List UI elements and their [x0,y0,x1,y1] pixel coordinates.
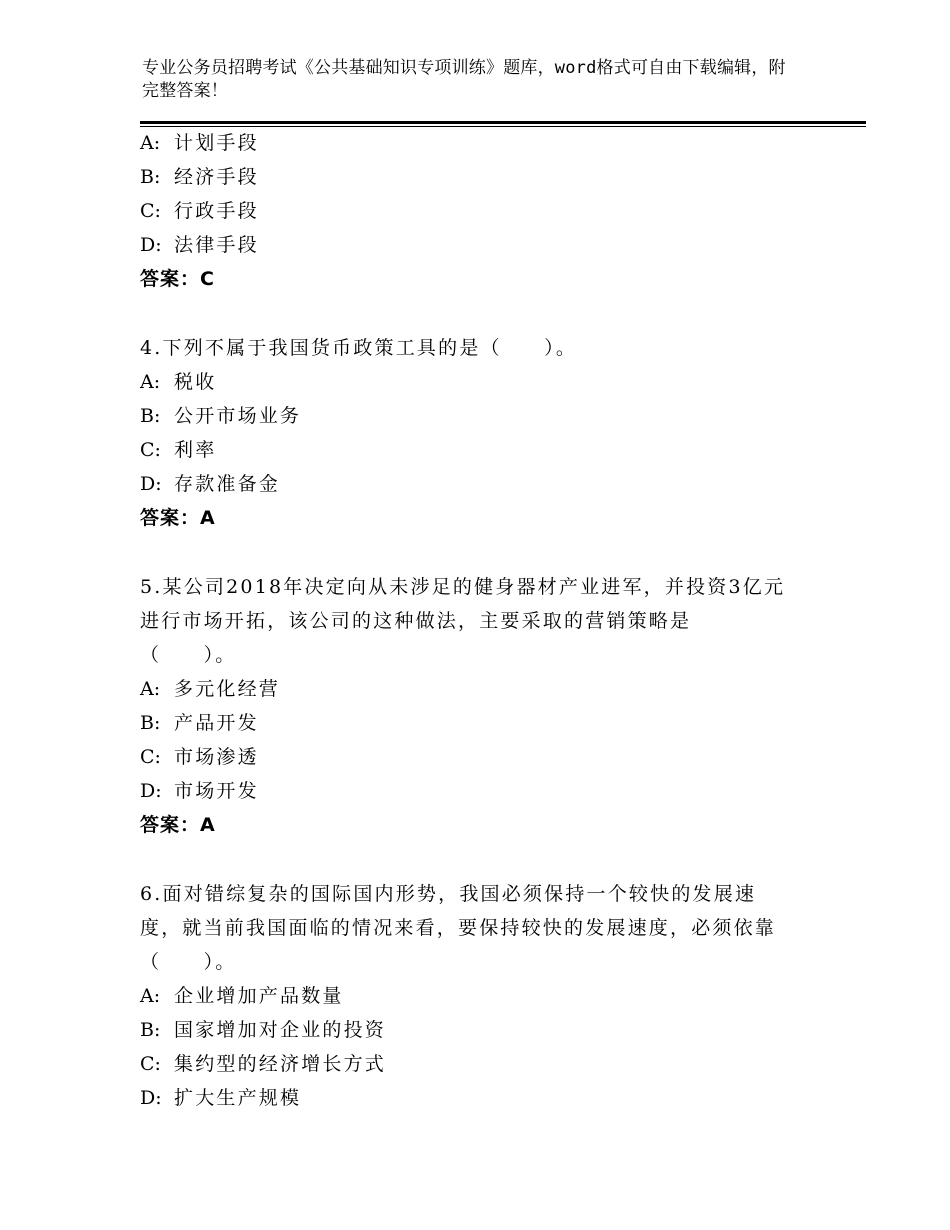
option-c: C: 集约型的经济增长方式 [140,1053,387,1075]
page-header: 专业公务员招聘考试《公共基础知识专项训练》题库，word格式可自由下载编辑，附完整答案！ [142,58,786,101]
question-content [140,126,840,1115]
question-stem: 进行市场开拓，该公司的这种做法，主要采取的营销策略是 [140,610,692,632]
option-d: D: 法律手段 [140,234,259,256]
header-rule-thick [140,121,866,124]
question-stem: 6.面对错综复杂的国际国内形势，我国必须保持一个较快的发展速 [140,883,757,905]
answer-line: 答案：A [140,814,216,836]
option-b: B: 产品开发 [140,712,259,734]
question-3 [140,126,840,296]
spacer [140,535,840,570]
option-c: C: 市场渗透 [140,746,259,768]
question-4 [140,331,840,535]
option-a: A: 企业增加产品数量 [140,985,344,1007]
option-d: D: 存款准备金 [140,473,281,495]
option-b: B: 公开市场业务 [140,405,302,427]
option-d: D: 市场开发 [140,780,259,802]
spacer [140,296,840,331]
option-a: A: 计划手段 [140,132,259,154]
spacer [140,842,840,877]
question-stem: （ ）。 [140,644,237,666]
option-c: C: 利率 [140,439,217,461]
question-stem: 度，就当前我国面临的情况来看，要保持较快的发展速度，必须依靠 [140,917,777,939]
option-d: D: 扩大生产规模 [140,1087,302,1109]
question-stem: 4.下列不属于我国货币政策工具的是（ ）。 [140,337,578,359]
question-6 [140,877,840,1115]
option-b: B: 经济手段 [140,166,259,188]
question-5 [140,570,840,842]
option-a: A: 多元化经营 [140,678,281,700]
option-b: B: 国家增加对企业的投资 [140,1019,387,1041]
option-c: C: 行政手段 [140,200,259,222]
question-stem: 5.某公司2018年决定向从未涉足的健身器材产业进军，并投资3亿元 [140,576,786,598]
answer-line: 答案：C [140,268,215,290]
answer-line: 答案：A [140,507,216,529]
option-a: A: 税收 [140,371,217,393]
question-stem: （ ）。 [140,951,237,973]
